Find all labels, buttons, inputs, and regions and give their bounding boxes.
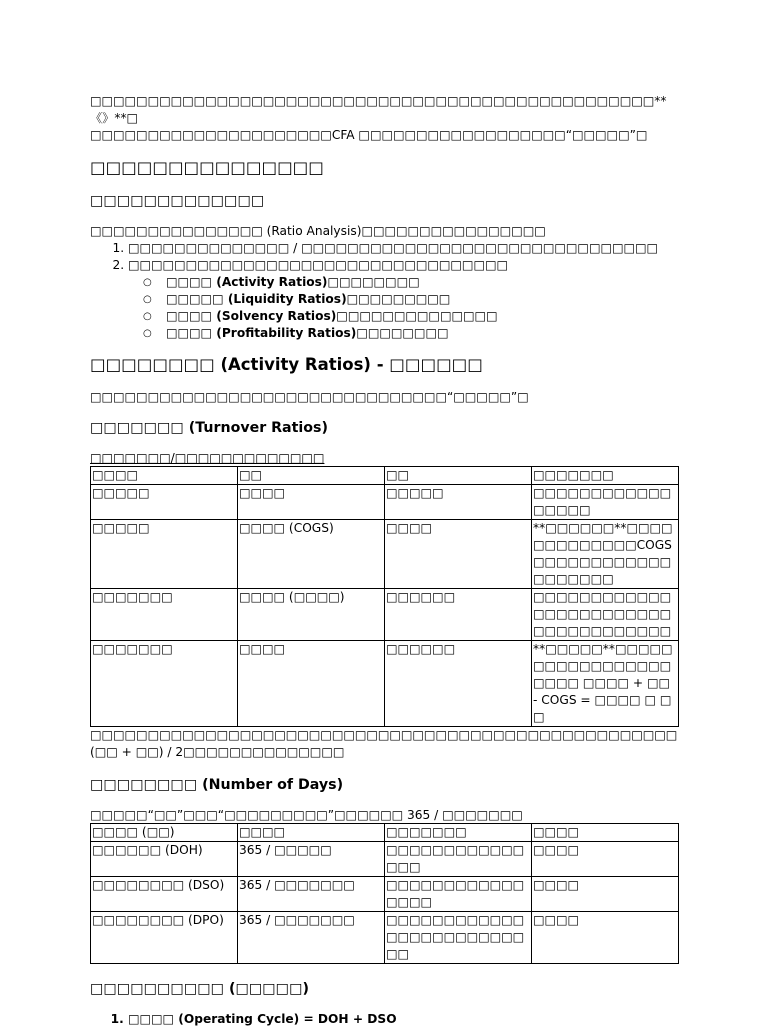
table-row: [91, 485, 679, 520]
main-heading: □□□□□□□□□□□□□□□: [90, 158, 324, 177]
table-cell: 365 / □□□□□: [238, 842, 385, 877]
table-cell: **□□□□□□**□□□□□□□□□□□□□COGS□□□□□□□□□□□□□□□□□□□: [532, 520, 679, 589]
table-cell: □□: [385, 467, 532, 485]
document-page: [90, 93, 680, 1028]
intro-line-1: □□□□□□□□□□□□□□□□□□□□□□□□□□□□□□□□□□□□□□□□□□□□□□□□□**《》**□: [90, 94, 667, 125]
table-cell: □□□□□□□□ (DSO): [91, 877, 238, 912]
ratio-category-list: [128, 274, 680, 342]
turnover-note: □□□□□□□□□□□□□□□□□□□□□□□□□□□□□□□□□□□□□□□□□□□□□□□□□□□ (□□ + □□) / 2□□□□□□□□□□□□□□: [90, 728, 678, 759]
table-cell: □□□□□: [91, 520, 238, 589]
days-heading: □□□□□□□□ (Number of Days): [90, 777, 344, 793]
ratio-category-item: ○ □□□□ (Activity Ratios)□□□□□□□□: [166, 274, 680, 291]
table-cell: □□□□□□□□ (DPO): [91, 912, 238, 964]
table-cell: 365 / □□□□□□□: [238, 877, 385, 912]
table-cell: □□□□: [385, 520, 532, 589]
ratio-analysis-intro: □□□□□□□□□□□□□□□ (Ratio Analysis)□□□□□□□□□□□□□□□□: [90, 224, 546, 238]
table-cell: □□□□: [238, 641, 385, 727]
cycle-list: [90, 1011, 680, 1028]
table-cell: □□□□□□: [385, 589, 532, 641]
days-intro: □□□□□“□□”□□□“□□□□□□□□□”□□□□□□ 365 / □□□□□□□: [90, 808, 523, 822]
cycle-list-container: [90, 1011, 680, 1028]
table-cell: □□□□: [532, 877, 679, 912]
table-cell: □□□□: [532, 842, 679, 877]
table-cell: □□□□□: [385, 485, 532, 520]
subheading-overview: □□□□□□□□□□□□□: [90, 193, 265, 209]
table-cell: □□□□ (COGS): [238, 520, 385, 589]
table-row: [91, 842, 679, 877]
cycle-list-item: 1. □□□□ (Operating Cycle) = DOH + DSO: [128, 1011, 680, 1028]
ratio-category-item: ○ □□□□□ (Liquidity Ratios)□□□□□□□□□: [166, 291, 680, 308]
table-cell: □□□□□□□□□□□□□□□: [385, 842, 532, 877]
table-row: [91, 520, 679, 589]
turnover-table: [90, 466, 679, 727]
table-row: [91, 589, 679, 641]
table-cell: □□□□□□□□□□□□□□□□□□□□□□□□□□□□□□□□□□□□: [532, 589, 679, 641]
turnover-heading: □□□□□□□ (Turnover Ratios): [90, 420, 328, 436]
intro-line-2: □□□□□□□□□□□□□□□□□□□□□CFA □□□□□□□□□□□□□□□□□□“□□□□□”□: [90, 128, 648, 142]
table-cell: □□□□□: [91, 485, 238, 520]
table-row: [91, 824, 679, 842]
table-cell: 365 / □□□□□□□: [238, 912, 385, 964]
activity-ratios-heading: □□□□□□□□ (Activity Ratios) - □□□□□□: [90, 355, 483, 374]
table-cell: □□□□ (□□□□): [238, 589, 385, 641]
table-cell: □□□□□□□: [385, 824, 532, 842]
table-cell: □□□□: [532, 824, 679, 842]
table-cell: □□□□: [532, 912, 679, 964]
activity-intro: □□□□□□□□□□□□□□□□□□□□□□□□□□□□□□□“□□□□□”□: [90, 390, 529, 404]
table-cell: □□□□□□□□□□□□□□□□: [385, 877, 532, 912]
main-list-item: 1. □□□□□□□□□□□□□□ / □□□□□□□□□□□□□□□□□□□□□□□□□□□□□□□: [128, 240, 680, 257]
table-row: [91, 912, 679, 964]
table-cell: □□□□□□□: [532, 467, 679, 485]
table-cell: □□□□□□□□□□□□□□□□□: [532, 485, 679, 520]
table-cell: □□□□: [91, 467, 238, 485]
table-cell: □□□□□□□: [91, 589, 238, 641]
table-cell: □□□□□□: [385, 641, 532, 727]
ratio-category-item: ○ □□□□ (Profitability Ratios)□□□□□□□□: [166, 325, 680, 342]
table-cell: □□□□ (□□): [91, 824, 238, 842]
days-table: [90, 823, 679, 964]
table-row: [91, 467, 679, 485]
ratio-category-item: ○ □□□□ (Solvency Ratios)□□□□□□□□□□□□□□: [166, 308, 680, 325]
main-list: [90, 240, 680, 342]
cycle-heading: □□□□□□□□□□ (□□□□□): [90, 981, 309, 997]
table-cell: □□□□: [238, 824, 385, 842]
table-cell: □□□□□□□□□□□□□□□□□□□□□□□□□□: [385, 912, 532, 964]
table-row: [91, 877, 679, 912]
table-row: [91, 641, 679, 727]
table-cell: **□□□□□**□□□□□□□□□□□□□□□□□□□□□ □□□□ + □□ - COGS = □□□□ □ □□: [532, 641, 679, 727]
turnover-table-caption: □□□□□□□/□□□□□□□□□□□□□: [90, 451, 325, 465]
table-cell: □□□□□□ (DOH): [91, 842, 238, 877]
table-cell: □□□□□□□: [91, 641, 238, 727]
intro-paragraph: [90, 93, 680, 144]
table-cell: □□□□: [238, 485, 385, 520]
table-cell: □□: [238, 467, 385, 485]
main-list-item: 2. □□□□□□□□□□□□□□□□□□□□□□□□□□□□□□□□□ ○ □□□□ (Activity Ratios)□□□□□□□□ ○ □□□□□ (Liquidity Ratios)□□□□□□□□□ ○ □□□□ (Solvency Ratios)□□□□□□□□□□□□□□ ○ □□□□ (Profitability Ratios)□□□□□□□□: [128, 257, 680, 342]
